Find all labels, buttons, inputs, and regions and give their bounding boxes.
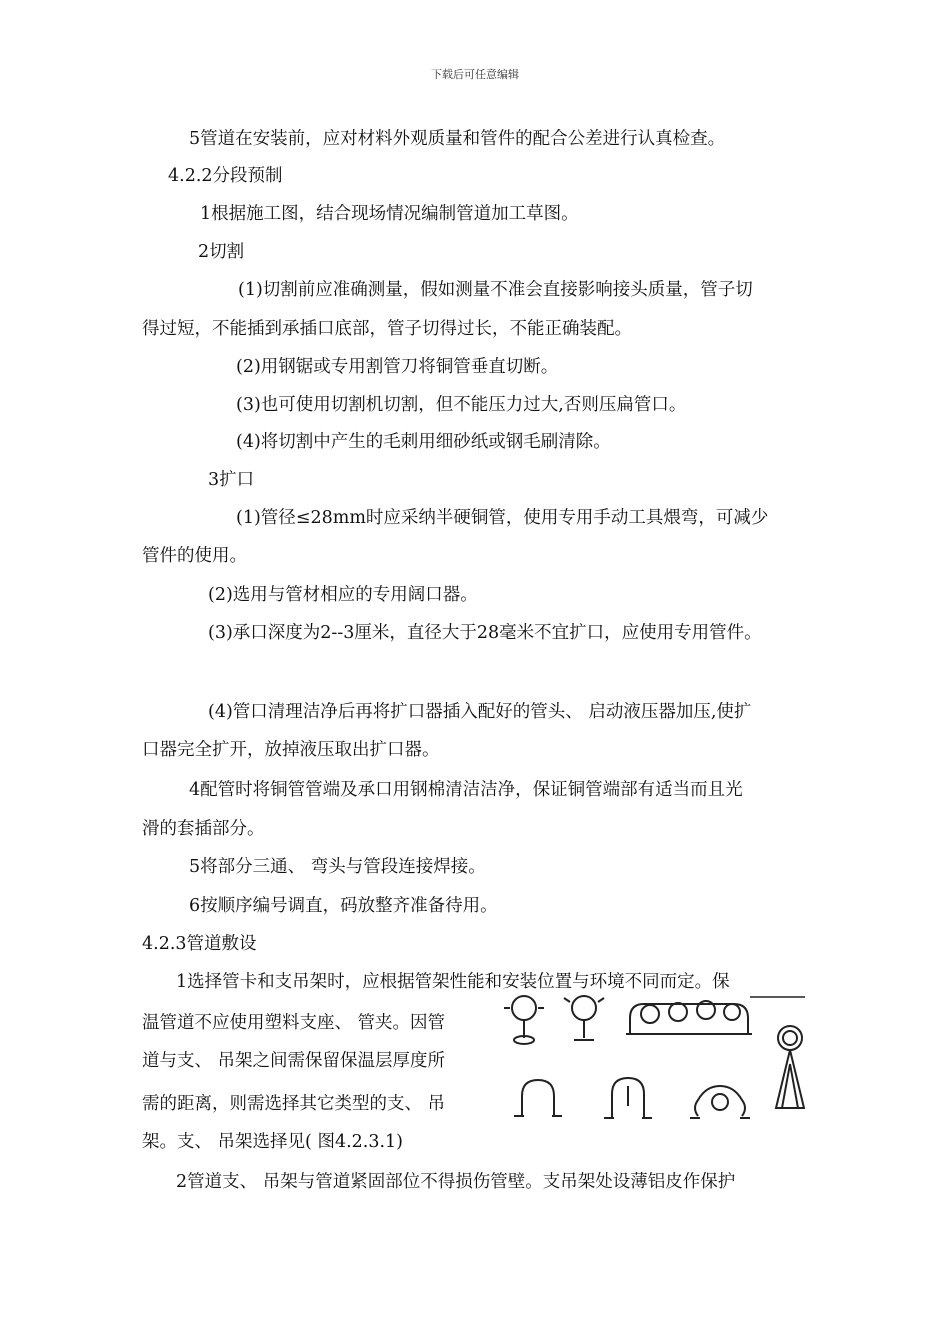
text-line: 3扩口 <box>208 470 255 490</box>
hanging-clamp-icon <box>776 1026 804 1108</box>
text-line: 温管道不应使用塑料支座、 管夹。因管 <box>142 1013 446 1033</box>
text-line: 架。支、 吊架选择见( 图4.2.3.1) <box>142 1132 404 1152</box>
text-line: 管件的使用。 <box>142 546 247 566</box>
text-line: 得过短，不能插到承插口底部，管子切得过长，不能正确装配。 <box>142 319 632 339</box>
text-line: (3)也可使用切割机切割，但不能压力过大,否则压扁管口。 <box>236 395 687 415</box>
text-line: (4)管口清理洁净后再将扩口器插入配好的管头、 启动液压器加压,使扩 <box>208 702 752 722</box>
text-line: 5管道在安装前，应对材料外观质量和管件的配合公差进行认真检查。 <box>189 129 726 149</box>
text-line: 5将部分三通、 弯头与管段连接焊接。 <box>189 857 486 877</box>
text-line: (2)用钢锯或专用割管刀将铜管垂直切断。 <box>236 357 559 377</box>
pipe-clamp-1-icon <box>504 996 544 1044</box>
text-line: 2管道支、 吊架与管道紧固部位不得损伤管壁。支吊架处设薄铝皮作保护 <box>176 1172 736 1192</box>
pipe-support-figure <box>500 968 820 1133</box>
multi-pipe-saddle-icon <box>626 1001 752 1034</box>
text-line: 滑的套插部分。 <box>142 819 265 839</box>
text-line: 6按顺序编号调直，码放整齐准备待用。 <box>189 896 498 916</box>
text-line: 需的距离，则需选择其它类型的支、 吊 <box>142 1094 446 1114</box>
text-line: 4配管时将铜管管端及承口用钢棉清洁洁净，保证铜管端部有适当而且光 <box>189 780 743 800</box>
u-clamp-2-icon <box>604 1078 652 1118</box>
section-heading: 4.2.2分段预制 <box>168 166 283 186</box>
pipe-clamp-2-icon <box>564 996 604 1040</box>
text-line: (1)管径≤28mm时应采纳半硬铜管，使用专用手动工具煨弯，可减少 <box>236 508 769 528</box>
text-line: 道与支、 吊架之间需保留保温层厚度所 <box>142 1051 446 1071</box>
u-clamp-1-icon <box>514 1080 562 1116</box>
text-line: 1选择管卡和支吊架时，应根据管架性能和安装位置与环境不同而定。保 <box>176 972 730 992</box>
text-line: 口器完全扩开，放掉液压取出扩口器。 <box>142 740 440 760</box>
text-line: (4)将切割中产生的毛刺用细砂纸或钢毛刷清除。 <box>236 432 611 452</box>
omega-clamp-icon <box>690 1086 750 1118</box>
text-line: (3)承口深度为2--3厘米，直径大于28毫米不宜扩口，应使用专用管件。 <box>208 623 762 643</box>
text-line: (2)选用与管材相应的专用阔口器。 <box>208 585 478 605</box>
section-heading: 4.2.3管道敷设 <box>142 934 257 954</box>
page-header: 下载后可任意编辑 <box>431 68 519 81</box>
text-line: (1)切割前应准确测量，假如测量不准会直接影响接头质量，管子切 <box>238 280 753 300</box>
text-line: 1根据施工图，结合现场情况编制管道加工草图。 <box>200 204 579 224</box>
text-line: 2切割 <box>198 242 245 262</box>
